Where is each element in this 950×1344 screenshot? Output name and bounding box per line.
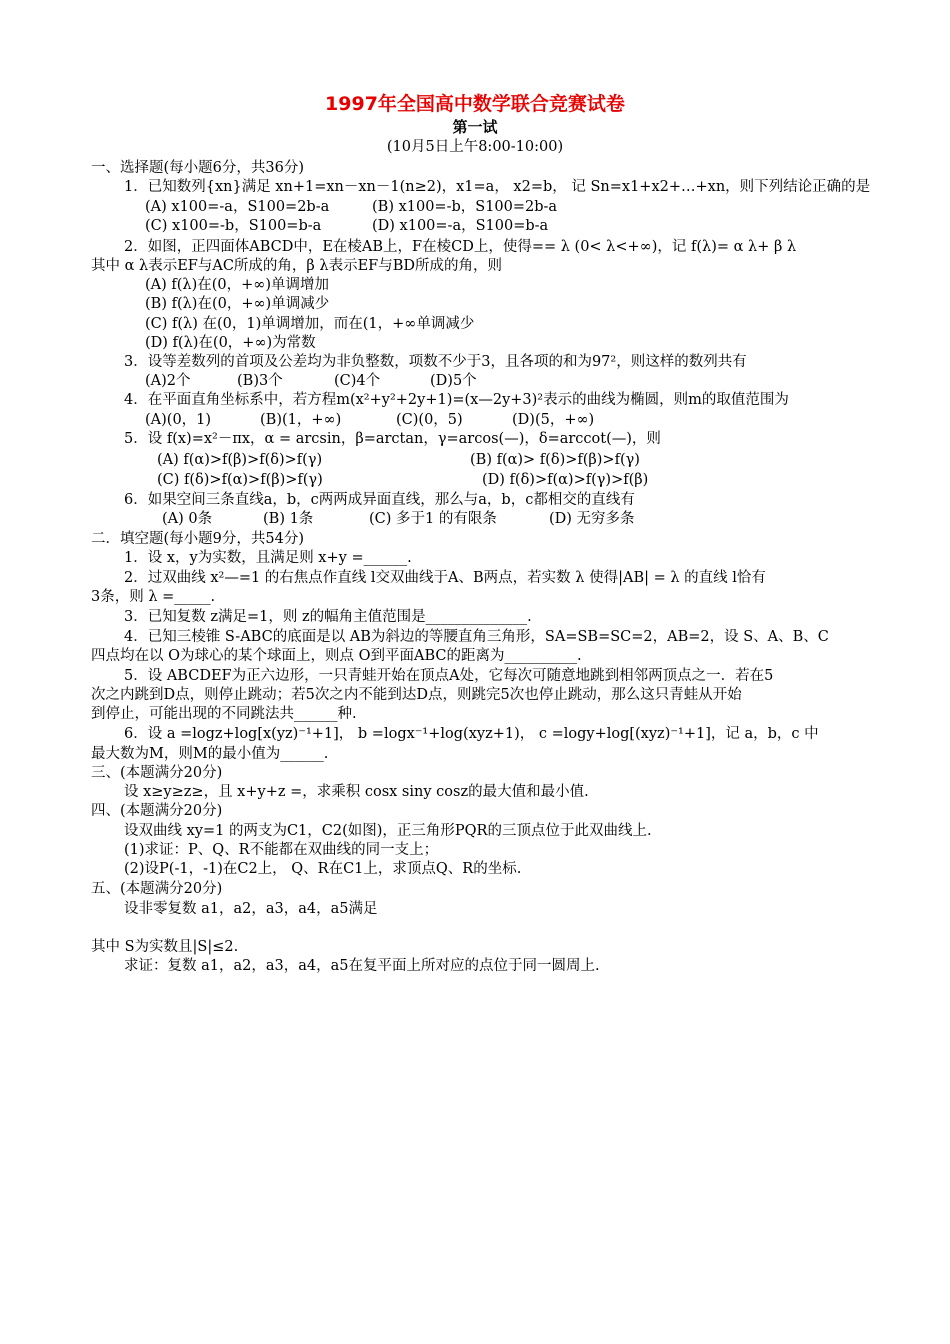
option: (C) x100=-b，S100=b-a: [145, 218, 322, 234]
question-line: 四点均在以 O为球心的某个球面上，则点 O到平面ABC的距离为__________.: [91, 648, 582, 664]
question-line: 其中 S为实数且|S|≤2.: [91, 939, 239, 955]
option: (A)2个: [145, 373, 191, 389]
option: (A) x100=-a，S100=2b-a: [145, 199, 330, 215]
option: (B) f(α)> f(δ)>f(β)>f(γ): [470, 452, 640, 468]
section-heading: 三、(本题满分20分): [91, 765, 223, 781]
option: (B) f(λ)在(0，+∞)单调减少: [145, 296, 330, 312]
option: (C) 多于1 的有限条: [369, 511, 497, 527]
option: (A)(0，1): [145, 412, 212, 428]
question-line: (2)设P(-1，-1)在C2上， Q、R在C1上，求顶点Q、R的坐标.: [124, 861, 522, 877]
question-line: 2．如图，正四面体ABCD中，E在棱AB上，F在棱CD上，使得== λ (0< λ<+∞)，记 f(λ)= α λ+ β λ: [124, 239, 797, 255]
question-line: 2．过双曲线 x²—=1 的右焦点作直线 l交双曲线于A、B两点，若实数 λ 使得|AB| = λ 的直线 l恰有: [124, 570, 766, 586]
question-line: 3．已知复数 z满足=1，则 z的幅角主值范围是______________.: [124, 609, 532, 625]
option: (C)(0，5): [396, 412, 463, 428]
option: (D)(5，+∞): [512, 412, 595, 428]
question-line: 1．已知数列{xn}满足 xn+1=xn－xn－1(n≥2)，x1=a， x2=b， 记 Sn=x1+x2+…+xn，则下列结论正确的是: [124, 179, 871, 195]
question-line: (1)求证：P、Q、R不能都在双曲线的同一支上；: [124, 842, 439, 858]
option: (A) f(α)>f(β)>f(δ)>f(γ): [157, 452, 323, 468]
question-line: 3条，则 λ =_____.: [91, 589, 216, 605]
question-line: 4．在平面直角坐标系中，若方程m(x²+y²+2y+1)=(x—2y+3)²表示的曲线为椭圆，则m的取值范围为: [124, 392, 789, 408]
option: (B) x100=-b，S100=2b-a: [372, 199, 558, 215]
option: (D) 无穷多条: [549, 511, 635, 527]
section-heading: 二．填空题(每小题9分，共54分): [91, 531, 304, 547]
exam-time: (10月5日上午8:00-10:00): [386, 139, 564, 155]
question-line: 设非零复数 a1，a2，a3，a4，a5满足: [124, 901, 378, 917]
option: (C)4个: [334, 373, 381, 389]
question-line: 次之内跳到D点，则停止跳动；若5次之内不能到达D点，则跳完5次也停止跳动，那么这只青蛙从开始: [91, 687, 742, 703]
option: (C) f(λ) 在(0，1)单调增加，而在(1，+∞单调减少: [145, 316, 475, 332]
option: (B)3个: [237, 373, 283, 389]
exam-title: 1997年全国高中数学联合竞赛试卷: [325, 93, 625, 115]
exam-subtitle: 第一试: [452, 118, 498, 136]
option: (B)(1，+∞): [260, 412, 342, 428]
question-line: 到停止，可能出现的不同跳法共______种.: [91, 706, 357, 722]
question-line: 其中 α λ表示EF与AC所成的角，β λ表示EF与BD所成的角，则: [91, 258, 503, 274]
question-line: 最大数为M，则M的最小值为______.: [91, 746, 329, 762]
option: (D) x100=-a，S100=b-a: [372, 218, 549, 234]
question-line: 6．设 a =logz+log[x(yz)⁻¹+1]， b =logx⁻¹+log(xyz+1)， c =logy+log[(xyz)⁻¹+1]，记 a，b，c 中: [124, 726, 819, 742]
question-line: 6．如果空间三条直线a，b，c两两成异面直线，那么与a，b，c都相交的直线有: [124, 492, 635, 508]
question-line: 4．已知三棱锥 S-ABC的底面是以 AB为斜边的等腰直角三角形，SA=SB=SC=2，AB=2，设 S、A、B、C: [124, 629, 829, 645]
question-line: 设双曲线 xy=1 的两支为C1，C2(如图)，正三角形PQR的三顶点位于此双曲线上.: [124, 823, 652, 839]
question-line: 设 x≥y≥z≥，且 x+y+z =，求乘积 cosx siny cosz的最大值和最小值.: [124, 784, 589, 800]
question-line: 5．设 f(x)=x²－πx，α = arcsin，β=arctan，γ=arcos(—)，δ=arccot(—)，则: [124, 431, 661, 447]
option: (D)5个: [430, 373, 477, 389]
section-heading: 四、(本题满分20分): [91, 803, 223, 819]
option: (C) f(δ)>f(α)>f(β)>f(γ): [157, 472, 323, 488]
question-line: 5．设 ABCDEF为正六边形，一只青蛙开始在顶点A处，它每次可随意地跳到相邻两顶点之一．若在5: [124, 668, 774, 684]
option: (A) f(λ)在(0，+∞)单调增加: [145, 277, 330, 293]
section-heading: 五、(本题满分20分): [91, 881, 223, 897]
question-line: 3．设等差数列的首项及公差均为非负整数，项数不少于3，且各项的和为97²，则这样的数列共有: [124, 354, 747, 370]
section-heading: 一、选择题(每小题6分，共36分): [91, 160, 304, 176]
option: (A) 0条: [162, 511, 213, 527]
option: (D) f(δ)>f(α)>f(γ)>f(β): [482, 472, 649, 488]
question-line: 求证：复数 a1，a2，a3，a4，a5在复平面上所对应的点位于同一圆周上.: [124, 958, 600, 974]
question-line: 1．设 x，y为实数，且满足则 x+y =______.: [124, 550, 412, 566]
option: (B) 1条: [263, 511, 314, 527]
option: (D) f(λ)在(0，+∞)为常数: [145, 335, 316, 351]
